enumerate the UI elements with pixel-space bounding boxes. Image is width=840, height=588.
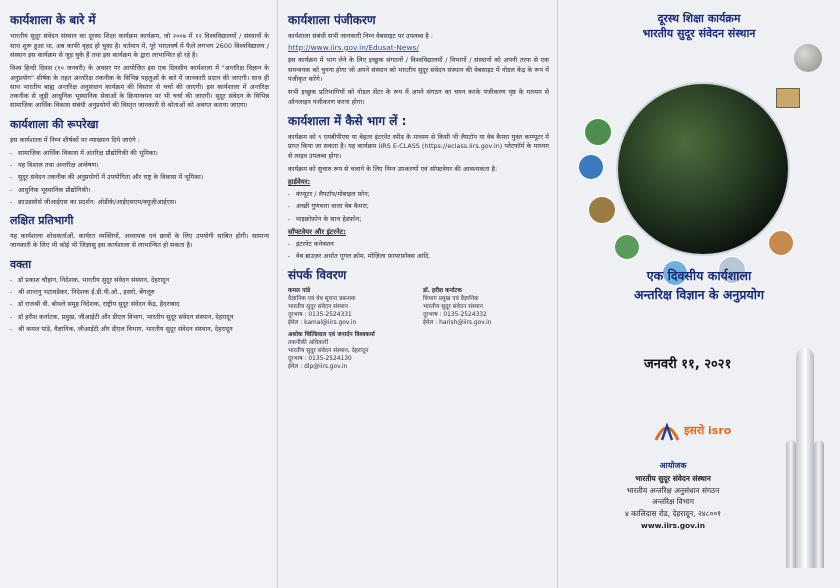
speaker-item: - डॉ राजश्री वी. बोथले समूह निदेशक, राष्ट्रीय सुदूर संवेदन केंद्र, हैदराबाद	[10, 300, 269, 309]
registration-para-1: इस कार्यक्रम में भाग लेने के लिए इच्छुक संगठनों / विश्वविद्यालयों / विभागों / संस्थानों को अपनी तरफ से एक समन्वयक को चुनना होगा जो अपने संस्थान को भारतीय सुदूर संवेदन संस्थान की वेबसाइट में नोडल केंद्र के रूप में पंजीकृत करेंगे।	[288, 56, 549, 83]
about-para-2: विश्व हिन्दी दिवस (१० जनवरी) के अवसर पर आयोजित इस एक दिवसीय कार्यशाला में "अन्तरिक्ष विज्ञान के अनुप्रयोग" शीर्षक के तहत अन्तरिक्ष तकनीक के विभिन्न पहलुओं के बारे में जानकारी प्रदान की जाएगी। साथ ही साथ भारतीय बाह्य अन्तरिक्ष अनुसंधान कार्यक्रम की विस्तार से चर्चा की जाएगी। इस कार्यशाला में अन्तरिक्ष तकनीक से जुड़ी आधुनिक भूस्थानिक सेवाओं के क्रियान्वयन पर भी चर्चा की जाएगी। सुदूर संवेदन के विभिन्न सामाजिक आर्थिक विकास संबंधी अनुप्रयोगों की विस्तृत जानकारी से श्रोताओं को अवगत कराया जाएगा।	[10, 64, 269, 110]
event-title	[558, 266, 840, 305]
speakers-heading: वक्ता	[10, 257, 32, 271]
address: ४ कालिदास रोड, देहरादून, २४८००१	[624, 509, 722, 519]
event-name: अन्तरिक्ष विज्ञान के अनुप्रयोग	[634, 287, 764, 303]
speaker-item: - डॉ प्रकाश चौहान, निदेशक, भारतीय सुदूर संवेदन संस्थान, देहरादून	[10, 276, 269, 285]
earth-collage	[618, 84, 788, 254]
contact-line: भारतीय सुदूर संवेदन संस्थान	[288, 303, 348, 310]
contact-line: दूरभाष : 0135-2524332	[423, 311, 487, 318]
outline-item: - क्राउडसोर्स जीआईएस का प्रदर्शन: ओडीके/आईएसएम/क्यूजीआईएस।	[10, 198, 269, 207]
speaker-item: - डॉ हरीश कर्नाटक, प्रमुख, जीआईटी और डीएल विभाग, भारतीय सुदूर संवेदन संस्थान, देहरादून	[10, 313, 269, 322]
about-heading: कार्यशाला के बारे में	[10, 13, 96, 27]
outline-intro: इस कार्यशाला में निम्न शीर्षकों पर व्याख्यान दिये जाएंगे :	[10, 135, 140, 144]
speaker-item: - श्री कमल पांडे, वैज्ञानिक, जीआईटी और डीएल विभाग, भारतीय सुदूर संवेदन संस्थान, देहरादून	[10, 325, 269, 334]
outline-item: - यह विशाल तथा अन्तरिक्ष अन्वेषण।	[10, 161, 269, 170]
audience-text: यह कार्यशाला शोधकर्ताओं, कार्यरत व्यक्तियों, अध्यापक एवं छात्रों के लिए उपयोगी साबित होगी। सामान्य जानकारी के लिए भी कोई भी जिज्ञासु इस कार्यशाला से लाभान्वित हो सकता है।	[10, 232, 269, 250]
contact-card	[423, 288, 548, 328]
software-item: - वेब ब्राउज़र अर्थात गूगल क्रोम, मोज़िला फ़ायरफ़ॉक्स आदि.	[288, 252, 549, 261]
institute-title: भारतीय सुदूर संवेदन संस्थान	[642, 26, 756, 40]
contact-line: भारतीय सुदूर संवेदन संस्थान	[423, 303, 483, 310]
organiser-name: भारतीय सुदूर संवेदन संस्थान	[635, 473, 711, 483]
satellite-image	[776, 88, 800, 108]
program-title: दूरस्थ शिक्षा कार्यक्रम	[657, 12, 741, 25]
hardware-item: - माइक्रोफ़ोन के साथ हेडफ़ोन;	[288, 215, 549, 224]
contact-email[interactable]: ईमेल : harish@iirs.gov.in	[423, 319, 492, 326]
earth-globe-image	[618, 84, 788, 254]
join-heading: कार्यशाला में कैसे भाग लें :	[288, 113, 407, 128]
photo-thumbnail	[578, 154, 604, 180]
contact-line: दूरभाष : 0135-2524331	[288, 311, 352, 318]
isro-wordmark: इसरो isro	[684, 424, 732, 438]
isro-logo-icon	[654, 420, 680, 442]
contact-card	[288, 332, 488, 372]
photo-thumbnail	[614, 234, 640, 260]
about-para-1: भारतीय सुदूर संवेदन संस्थान का दूरस्थ शिक्षा कार्यक्रम कार्यक्रम, जो २००७ में १२ विश्वविद्यालयों / संस्थानों के साथ शुरू हुआ था, अब काफी वृहद हो चुका है। वर्तमान में, पूरे भारतवर्ष में फैले लगभग 2600 विश्वविद्यालय / संस्थान इस कार्यक्रम से जुड़ चुके हैं तथा इस कार्यक्रम के द्वारा लाभान्वित हो रहे है।	[10, 32, 269, 59]
software-heading: सॉफ्टवेयर और इंटरनेट:	[288, 228, 346, 237]
photo-thumbnail	[584, 118, 612, 146]
contact-list	[288, 288, 549, 372]
cover-title	[558, 12, 840, 42]
contact-email[interactable]: ईमेल : kamal@iirs.gov.in	[288, 319, 357, 326]
speaker-item: - श्री शान्तनु भटावडेकर, निदेशक ई.डी.पी.ओ., इसरो, बेंगलूरु	[10, 288, 269, 297]
event-date: जनवरी ११, २०२१	[644, 357, 732, 372]
website-link[interactable]: www.iirs.gov.in	[641, 521, 705, 531]
left-panel	[0, 0, 278, 588]
contact-heading: संपर्क विवरण	[288, 268, 347, 283]
join-para-2: कार्यक्रम को सुचारु रूप से चलाने के लिए निम्न उपकरणों एवं सॉफ्टवेयर की आवश्यकता है:	[288, 165, 498, 174]
contact-email[interactable]: ईमेल : dlp@iirs.gov.in	[288, 363, 348, 370]
contact-name: अशोक चिल्डियाल एवं जनार्दन विश्वकर्मा	[288, 331, 375, 338]
registration-link[interactable]: http://www.iirs.gov.in/Edusat-News/	[288, 42, 419, 52]
registration-para-2: सभी इच्छुक प्रतिभागियों को नोडल सेंटर के रूप में अपने संगठन का चयन करके पंजीकरण पृष्ठ के माध्यम से ऑनलाइन पंजीकरण करना होगा।	[288, 88, 549, 106]
organiser-label: आयोजक	[659, 461, 687, 470]
photo-thumbnail	[768, 230, 794, 256]
parent-org: भारतीय अन्तरिक्ष अनुसंधान संगठन	[626, 485, 720, 495]
isro-logo	[654, 420, 731, 442]
software-item: - इंटरनेट कनेक्शन	[288, 240, 549, 249]
contact-line: दूरभाष : 0135-2524130	[288, 355, 352, 362]
outline-item: - सामाजिक आर्थिक विकास में अंतरिक्ष प्रौद्योगिकी की भूमिका।	[10, 149, 269, 158]
outline-item: - आधुनिक भूस्थानिक प्रौद्योगिकी।	[10, 186, 269, 195]
department: अन्तरिक्ष विभाग	[651, 497, 694, 507]
photo-thumbnail	[588, 196, 616, 224]
contact-name: डॉ. हरीश कर्नाटक	[423, 287, 462, 294]
rocket-image	[784, 330, 826, 578]
contact-card	[288, 288, 413, 328]
registration-heading: कार्यशाला पंजीकरण	[288, 13, 376, 27]
hardware-item: - अच्छी गुणवत्ता वाला वेब कैमरा;	[288, 202, 549, 211]
contact-line: विभाग प्रमुख एवं वैज्ञानिक	[423, 295, 479, 302]
registration-line: कार्यशाला संबंधी सभी जानकारी निम्न वेबसाइट पर उपलब्ध है :	[288, 32, 433, 41]
contact-name: कमल पांडे	[288, 287, 311, 294]
audience-heading: लक्षित प्रतिभागी	[10, 214, 74, 228]
contact-line: भारतीय सुदूर संवेदन संस्थान, देहरादून	[288, 347, 369, 354]
hardware-item: - कंप्यूटर / लैपटॉप/मोबाइल फ़ोन;	[288, 190, 549, 199]
contact-line: तकनीकी अधिकारी	[288, 339, 329, 346]
join-para-1: कार्यक्रम को ९ एमबीपीएस या बेहतर इंटरनेट स्पीड के माध्यम से किसी भी लैपटॉप या वेब कैमरा युक्त कम्प्यूटर में प्राप्त किया जा सकता है। यह कार्यक्रम IIRS E-CLASS (https://eclass.iirs.gov.in) प्लेटफॉर्म के माध्यम से लाइव उपलब्ध होगा।	[288, 133, 549, 160]
hardware-heading: हार्डवेयर:	[288, 178, 311, 187]
event-subtitle: एक दिवसीय कार्यशाला	[646, 268, 752, 283]
outline-heading: कार्यशाला की रूपरेखा	[10, 117, 99, 131]
cover-panel	[558, 0, 840, 588]
contact-line: वैज्ञानिक एवं वेब सूचना प्रबन्धक	[288, 295, 356, 302]
moon-image	[794, 44, 822, 72]
middle-panel	[278, 0, 558, 588]
outline-item: - सुदूर संवेदन तकनीक की अनुप्रयोगों में उपयोगिता और राष्ट्र के विकास में भूमिका।	[10, 173, 269, 182]
organiser-block	[558, 460, 788, 532]
